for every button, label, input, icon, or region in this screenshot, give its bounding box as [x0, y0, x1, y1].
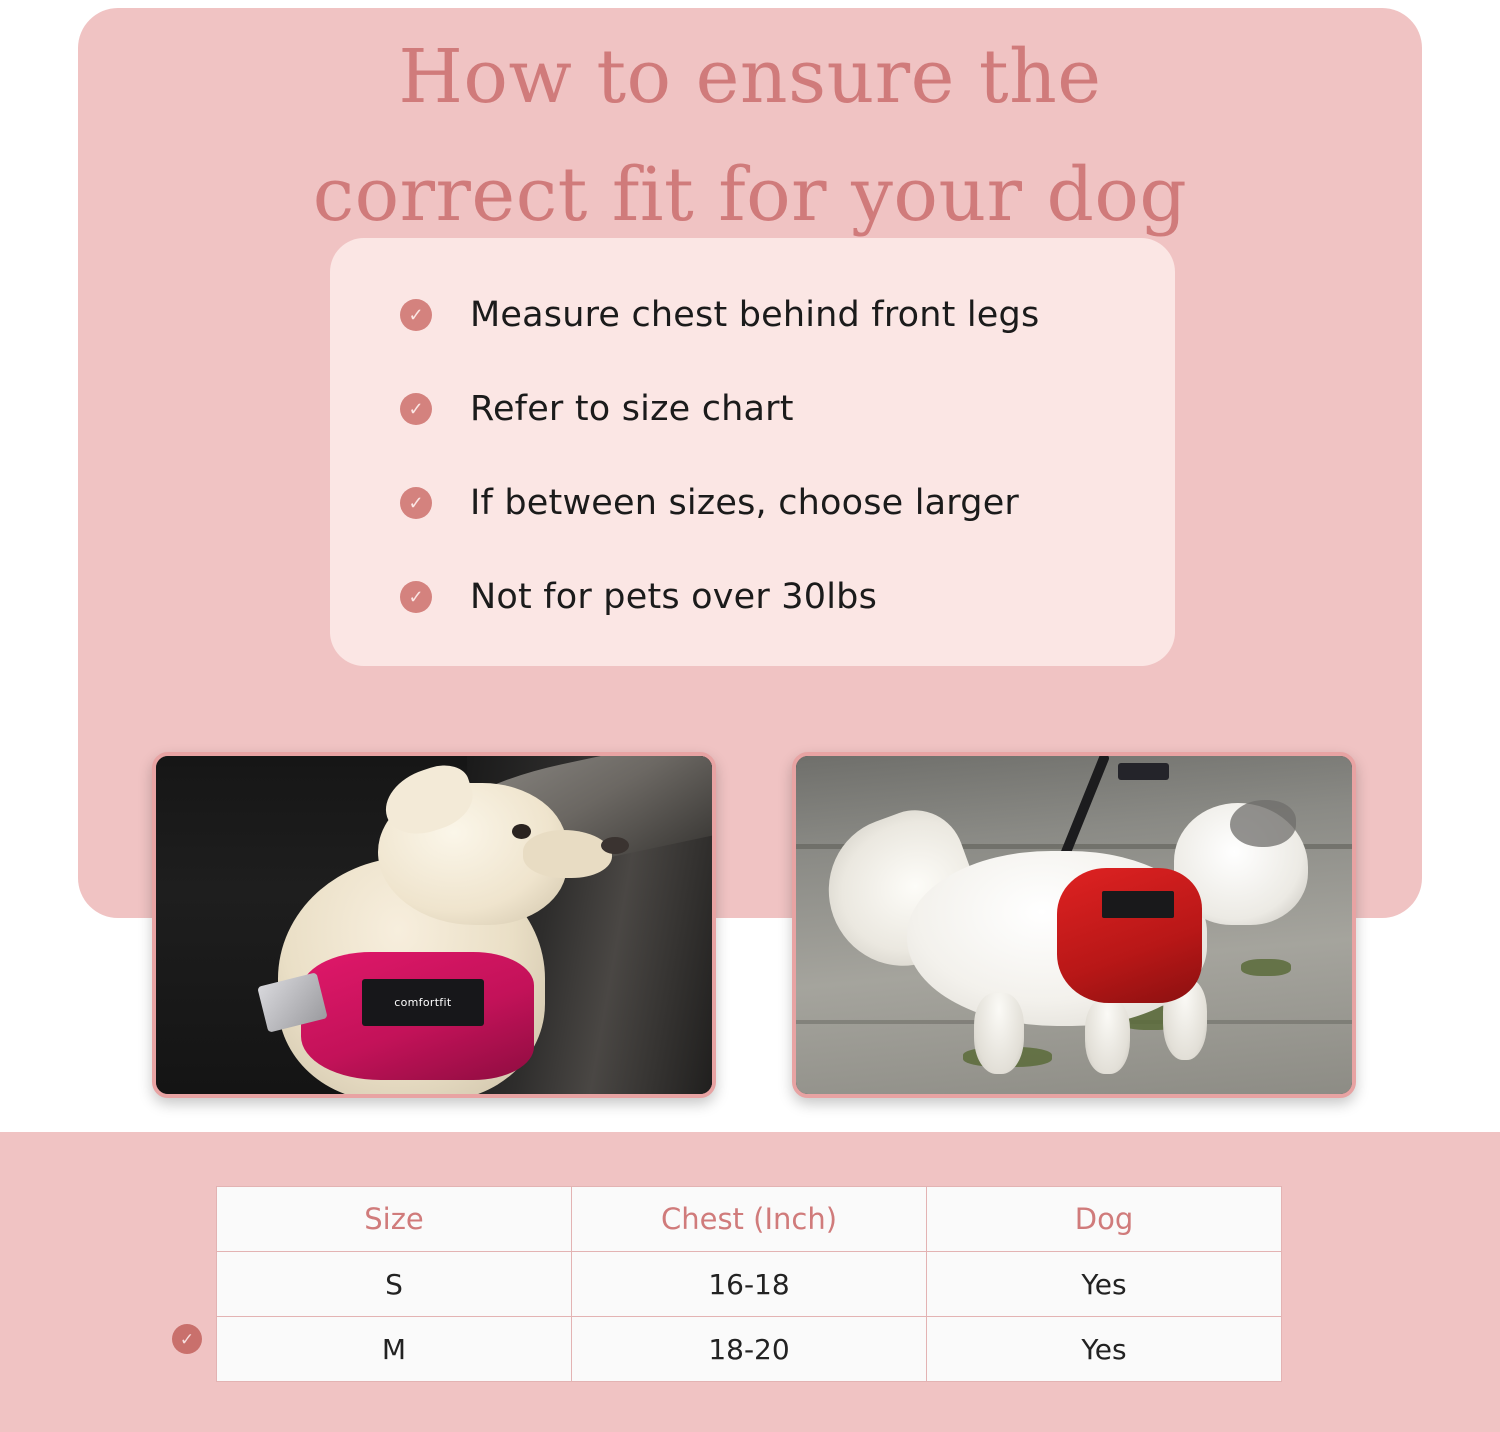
dog-head-marking	[1230, 800, 1297, 847]
dog-eye	[512, 824, 531, 839]
list-item	[400, 268, 1160, 362]
list-item	[400, 362, 1160, 456]
list-item	[400, 456, 1160, 550]
dog-leg	[1085, 999, 1129, 1073]
product-photo-left	[152, 752, 716, 1098]
dog-nose	[601, 837, 629, 854]
page-title-line-1: How to ensure the	[398, 34, 1102, 120]
harness-brand-patch	[362, 979, 484, 1026]
column-header-dog: Dog	[927, 1187, 1282, 1252]
table-row	[217, 1317, 1282, 1382]
dog-snout	[523, 830, 612, 877]
selected-row-marker-icon: ✓	[172, 1324, 202, 1354]
list-item-label: Refer to size chart	[470, 389, 794, 429]
check-icon: ✓	[400, 581, 432, 613]
column-header-size: Size	[217, 1187, 572, 1252]
harness-brand-patch	[1102, 891, 1174, 918]
list-item-label: Not for pets over 30lbs	[470, 577, 878, 617]
product-photo-right	[792, 752, 1356, 1098]
table-header-row	[217, 1187, 1282, 1252]
grass-patch	[1241, 959, 1291, 976]
cell-dog: Yes	[927, 1317, 1282, 1382]
checklist	[400, 268, 1160, 644]
size-chart-table	[216, 1186, 1282, 1382]
check-icon: ✓	[400, 487, 432, 519]
leash-brand-tag	[1118, 763, 1168, 780]
list-item-label: If between sizes, choose larger	[470, 483, 1020, 523]
table-row	[217, 1252, 1282, 1317]
check-icon: ✓	[400, 299, 432, 331]
list-item-label: Measure chest behind front legs	[470, 295, 1040, 335]
check-icon: ✓	[400, 393, 432, 425]
harness-brand-label: comfortfit	[394, 996, 452, 1010]
page-title	[78, 18, 1422, 254]
list-item	[400, 550, 1160, 644]
red-harness	[1057, 868, 1202, 1003]
dog-leg	[974, 993, 1024, 1074]
page-title-line-2: correct fit for your dog	[312, 152, 1188, 238]
cell-chest: 16-18	[572, 1252, 927, 1317]
cell-dog: Yes	[927, 1252, 1282, 1317]
column-header-chest: Chest (Inch)	[572, 1187, 927, 1252]
cell-size: S	[217, 1252, 572, 1317]
cell-chest: 18-20	[572, 1317, 927, 1382]
cell-size: M	[217, 1317, 572, 1382]
